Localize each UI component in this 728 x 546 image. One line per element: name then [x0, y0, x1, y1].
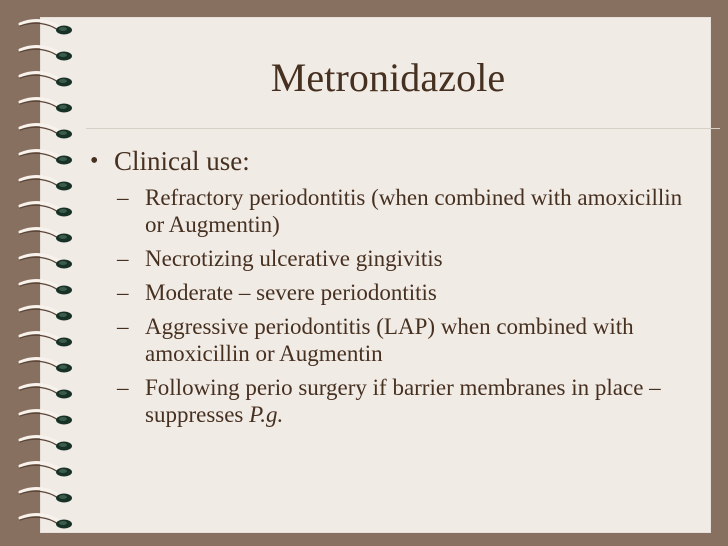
list-item: – Aggressive periodontitis (LAP) when combined with amoxicillin or Augmentin — [90, 313, 690, 367]
clinical-use-list — [90, 184, 690, 428]
slide-content — [90, 146, 690, 435]
list-item: – Moderate – severe periodontitis — [90, 279, 690, 306]
title-divider — [86, 128, 720, 129]
last-item-text: Following perio surgery if barrier membranes in place – suppresses — [145, 375, 661, 427]
list-item: – Refractory periodontitis (when combined with amoxicillin or Augmentin) — [90, 184, 690, 238]
slide-title: Metronidazole — [270, 55, 506, 100]
list-item: – Necrotizing ulcerative gingivitis — [90, 245, 690, 272]
list-item-last — [90, 374, 690, 428]
clinical-use-heading: • Clinical use: — [90, 146, 690, 176]
last-item-italic: P.g. — [249, 402, 284, 427]
